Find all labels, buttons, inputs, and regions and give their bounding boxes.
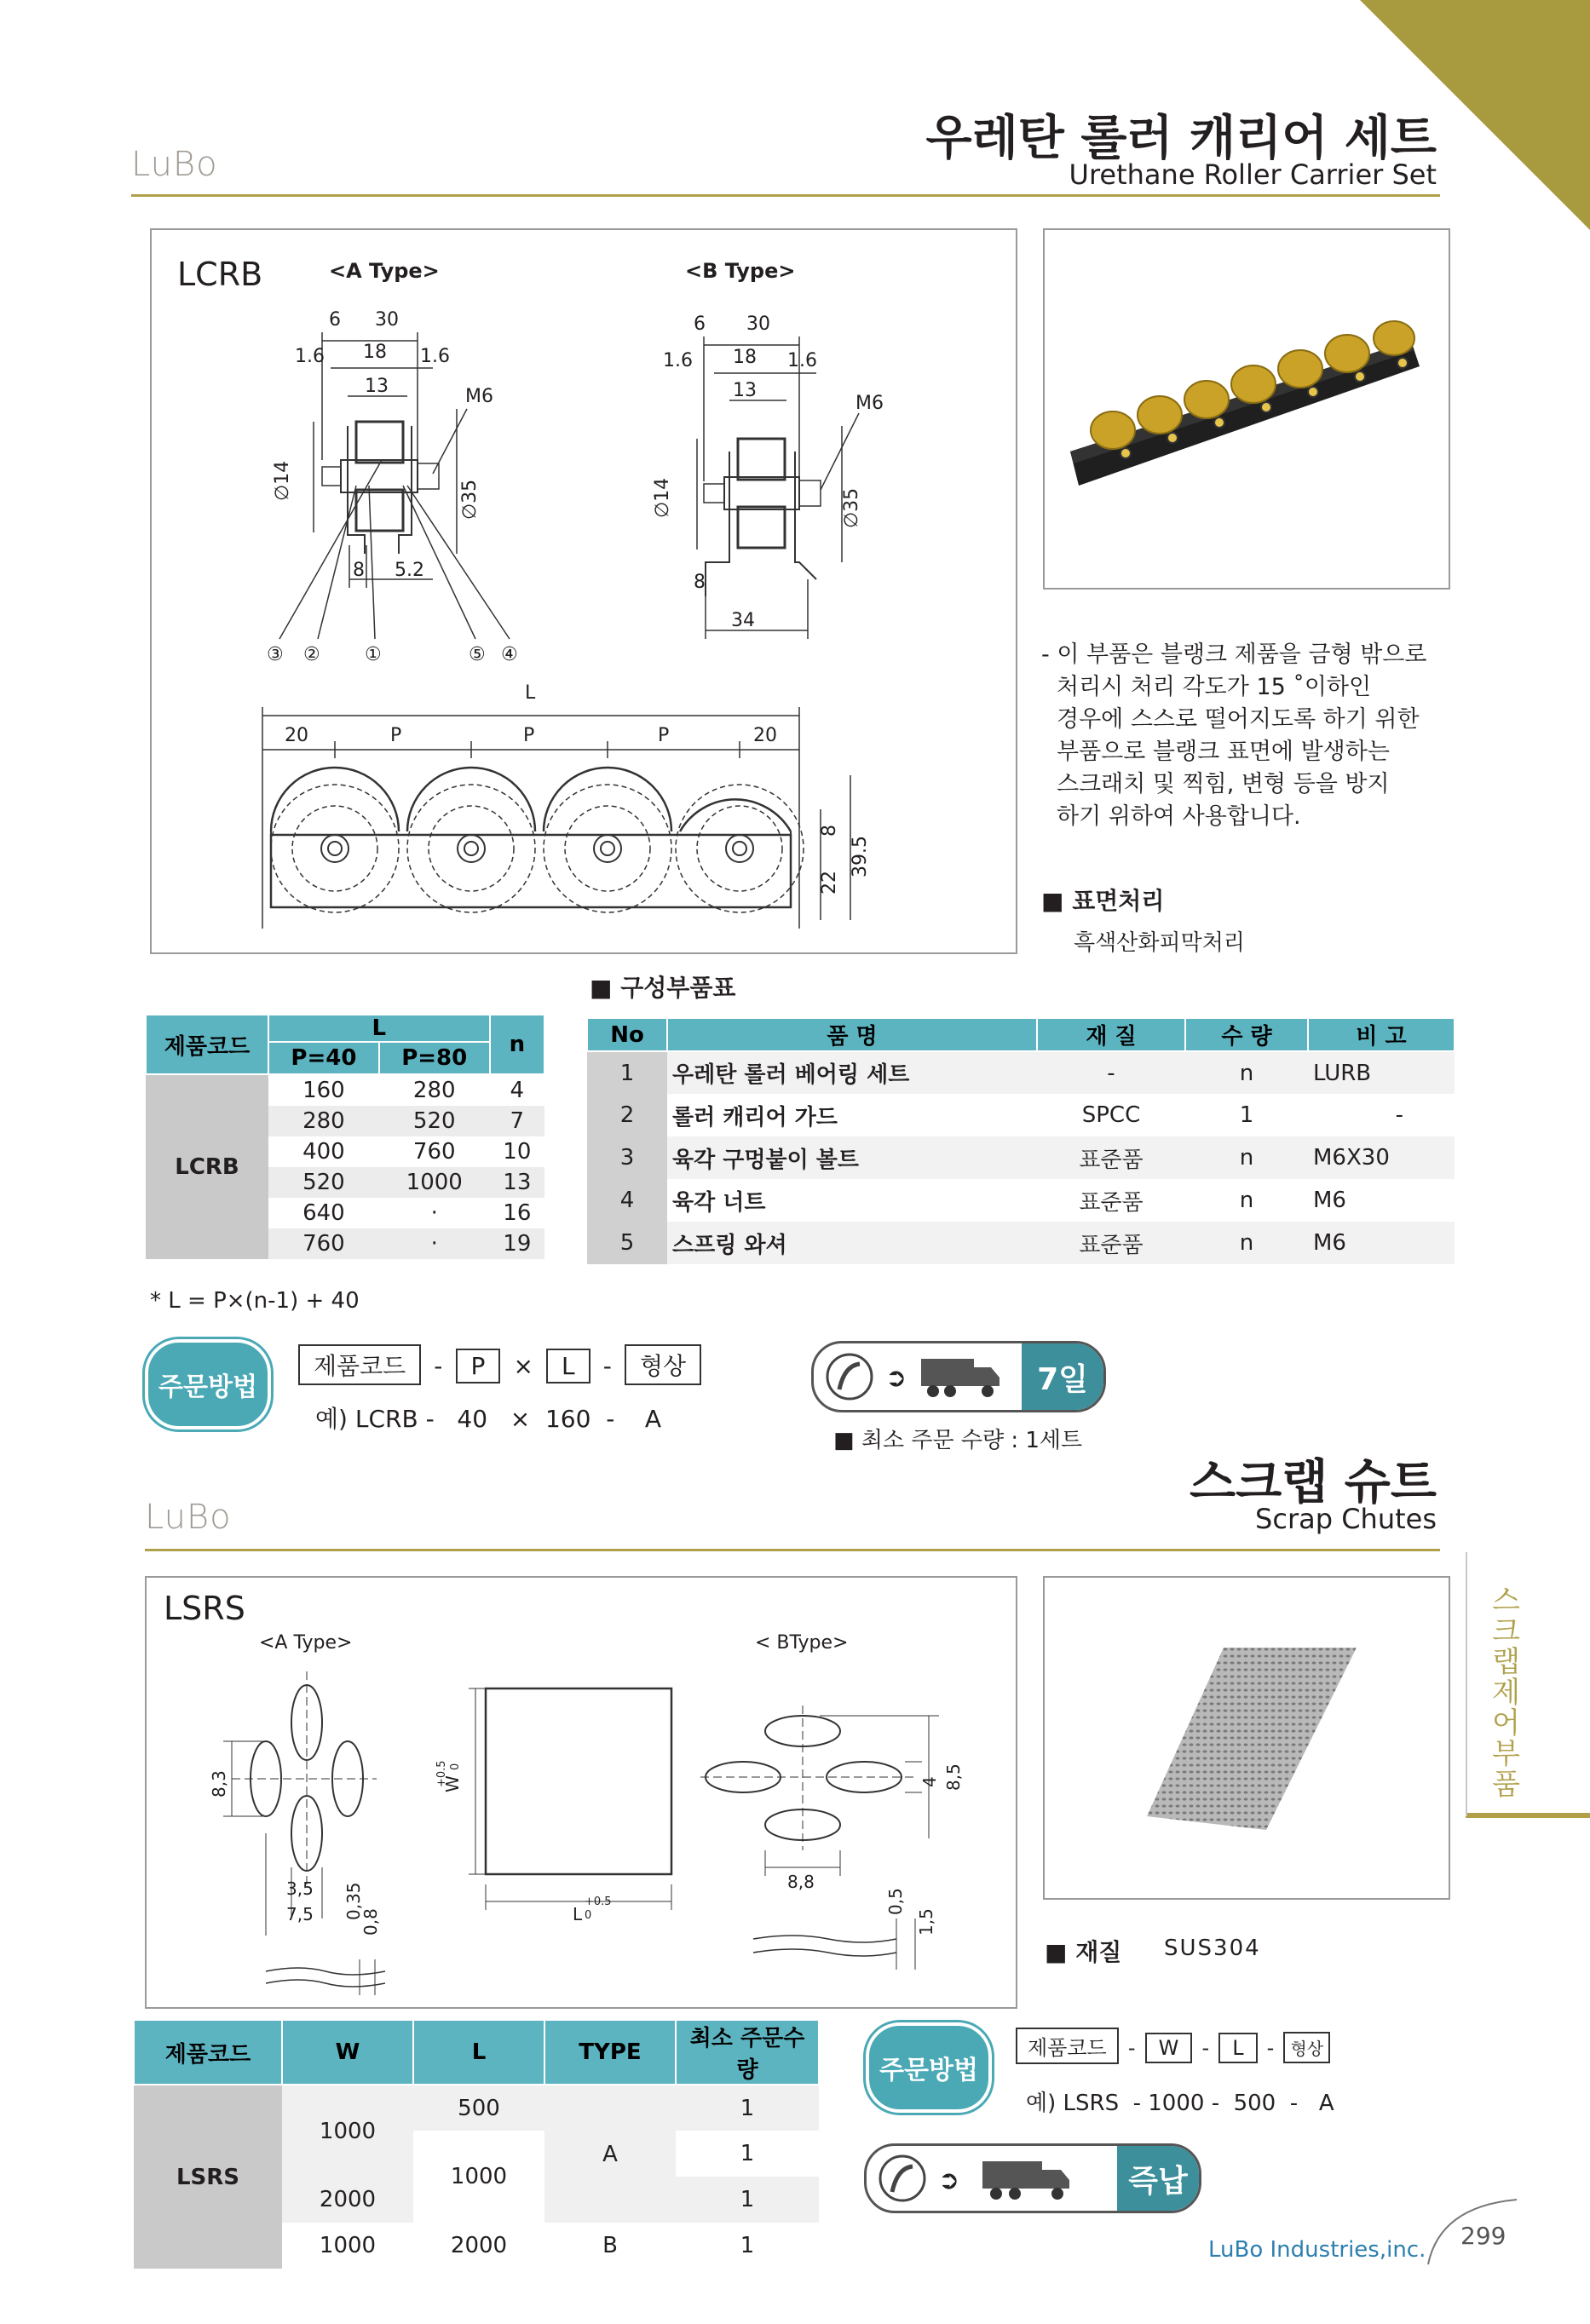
dim-L: L — [525, 682, 536, 704]
size-table-header-p80: P=80 — [379, 1042, 490, 1074]
size-cell: 160 — [302, 1078, 345, 1103]
chute-cell: B — [602, 2233, 618, 2258]
dim-7-5: 7,5 — [286, 1904, 314, 1924]
chute-cell: 1 — [676, 2177, 819, 2223]
size-cell: 760 — [412, 1139, 456, 1165]
dim-18-b: 18 — [733, 347, 757, 368]
size-cell: · — [379, 1228, 490, 1259]
order-sep: - — [434, 1352, 443, 1380]
chute-cell: 1 — [740, 2233, 755, 2258]
size-cell: 16 — [503, 1200, 532, 1226]
note-line-2: 처리시 처리 각도가 15 ˚이하인 — [1057, 674, 1372, 700]
parts-cell: 5 — [587, 1222, 667, 1264]
chute-cell: 1000 — [319, 2233, 377, 2258]
b-type-label: <B Type> — [685, 259, 796, 283]
chute-cell: A — [544, 2085, 676, 2223]
dim-1-6b-b: 1.6 — [787, 350, 817, 371]
size-table-header-p40: P=40 — [268, 1042, 379, 1074]
chute-cell: 1000 — [282, 2085, 413, 2177]
parts-table — [586, 1017, 1455, 1264]
size-cell: 520 — [379, 1106, 490, 1136]
order-example-2: 예) LSRS - 1000 - 500 - A — [1026, 2091, 1334, 2116]
svg-text:➲: ➲ — [885, 1363, 907, 1393]
dim-phi14-a: ∅14 — [272, 460, 293, 501]
callout-2: ② — [303, 644, 320, 665]
dim-13-a: 13 — [365, 376, 389, 397]
dim-1-6a-a: 1.6 — [295, 346, 325, 367]
chute-a-type-label: <A Type> — [259, 1632, 353, 1654]
dim-0-8: 0,8 — [360, 1908, 381, 1936]
chute-code: LSRS — [134, 2085, 282, 2269]
delivery-days-2: 즉납 — [1117, 2146, 1199, 2211]
min-order-note: ■ 최소 주문 수량 : 1세트 — [833, 1428, 1083, 1453]
size-table-header-n: n — [490, 1015, 544, 1074]
note-line-3: 경우에 스스로 떨어지도록 하기 위한 — [1057, 706, 1420, 733]
section2-title: 스크랩 슈트 — [1190, 1455, 1437, 1510]
chute-cell: 2000 — [282, 2177, 413, 2223]
size-cell: 760 — [268, 1228, 379, 1259]
parts-header-note: 비 고 — [1308, 1018, 1455, 1051]
chute-photo — [1045, 1578, 1449, 1898]
material-heading: ■ 재질 — [1045, 1938, 1122, 1966]
order-example: 예) LCRB - 40 × 160 - A — [315, 1405, 662, 1433]
order-field-shape: 형상 — [625, 1344, 701, 1385]
order-sep-2: - — [1201, 2036, 1210, 2060]
dim-30-a: 30 — [375, 309, 399, 331]
mesh-sheet — [1147, 1648, 1357, 1830]
dim-phi35-b: ∅35 — [841, 487, 862, 528]
dim-0-5: 0,5 — [885, 1888, 906, 1915]
page-title: 우레탄 롤러 캐리어 세트 — [925, 111, 1437, 166]
parts-cell: 1 — [587, 1051, 667, 1094]
parts-cell: M6 — [1308, 1222, 1455, 1264]
parts-cell: - — [1395, 1102, 1403, 1128]
material-value: SUS304 — [1164, 1936, 1261, 1961]
dim-5-2-a: 5.2 — [395, 560, 424, 581]
brand-logo-2: LuBo — [145, 1498, 232, 1537]
chute-drawing — [147, 1578, 1016, 2007]
parts-cell: LURB — [1308, 1051, 1455, 1094]
chute-header-l: L — [413, 2020, 544, 2085]
dim-6-b: 6 — [694, 314, 706, 335]
chute-cell: 1000 — [450, 2164, 508, 2189]
chute-header-w: W — [282, 2020, 413, 2085]
size-table — [145, 1014, 545, 1259]
callout-5: ⑤ — [469, 644, 486, 665]
dim-w: W — [442, 1775, 463, 1792]
chute-header-min: 최소 주문수량 — [676, 2020, 819, 2085]
page-number: 299 — [1460, 2222, 1506, 2250]
order-sep-2: - — [1266, 2036, 1275, 2060]
parts-cell: 표준품 — [1037, 1222, 1185, 1264]
notes-block — [1041, 639, 1450, 833]
dim-phi14-b: ∅14 — [652, 477, 673, 518]
technical-drawing — [152, 230, 1016, 952]
size-cell: 19 — [490, 1228, 544, 1259]
dim-20-right: 20 — [753, 725, 777, 746]
dim-p3: P — [658, 725, 670, 746]
note-line-4: 부품으로 블랭크 표면에 발생하는 — [1057, 739, 1390, 765]
chute-header-code: 제품코드 — [134, 2020, 282, 2085]
product-photo-panel — [1043, 228, 1450, 590]
parts-cell: M6X30 — [1308, 1136, 1455, 1179]
product-code-label: LCRB — [177, 256, 263, 293]
note-line-6: 하기 위하여 사용합니다. — [1057, 803, 1301, 830]
drawing-panel — [150, 228, 1017, 954]
dim-34-b: 34 — [731, 610, 755, 631]
parts-cell: 롤러 캐리어 가드 — [672, 1104, 838, 1130]
dim-m6-b: M6 — [855, 393, 884, 414]
order-format-2 — [1016, 2028, 1330, 2064]
dim-p1: P — [390, 725, 402, 746]
order-field-shape-2: 형상 — [1283, 2032, 1330, 2063]
parts-header-name: 품 명 — [667, 1018, 1037, 1051]
order-method-badge-2: 주문방법 — [866, 2022, 992, 2113]
delivery-badge — [811, 1341, 1106, 1412]
parts-cell: 3 — [587, 1136, 667, 1179]
chute-cell: 500 — [413, 2085, 544, 2131]
dim-phi35-a: ∅35 — [459, 479, 481, 520]
dim-18-a: 18 — [363, 342, 387, 363]
dim-39-5: 39.5 — [850, 836, 871, 877]
parts-cell: M6 — [1313, 1188, 1346, 1213]
size-table-header-L: L — [268, 1015, 490, 1042]
delivery-days: 7일 — [1022, 1343, 1103, 1410]
size-cell: 13 — [490, 1167, 544, 1198]
dim-1-6a-b: 1.6 — [663, 350, 693, 371]
chute-header-type: TYPE — [544, 2020, 676, 2085]
note-line-5: 스크래치 및 찍힘, 변형 등을 방지 — [1057, 771, 1390, 797]
dim-w-tol: +0.5 — [435, 1760, 448, 1787]
chute-drawing-panel — [145, 1576, 1017, 2009]
chute-cell: 2000 — [450, 2233, 508, 2258]
parts-cell: 2 — [587, 1094, 667, 1136]
order-field-code-2: 제품코드 — [1016, 2028, 1119, 2064]
dim-8-8: 8,8 — [787, 1872, 815, 1892]
dim-1-6b-a: 1.6 — [420, 346, 450, 367]
side-category-tab: 스크랩제어부품 — [1486, 1585, 1520, 1799]
chute-cell: 1 — [740, 2141, 755, 2166]
parts-cell: 우레탄 롤러 베어링 세트 — [667, 1051, 1037, 1094]
dim-6-a: 6 — [329, 309, 341, 331]
parts-cell: SPCC — [1081, 1102, 1141, 1128]
surface-treatment-value: 흑색산화피막처리 — [1074, 930, 1245, 956]
header-rule — [131, 194, 1440, 197]
side-tab-divider — [1466, 1552, 1467, 1816]
section2-rule — [145, 1549, 1440, 1551]
dim-l-tol: +0.5 — [585, 1895, 612, 1908]
order-field-l: L — [546, 1349, 590, 1383]
svg-text:➲: ➲ — [938, 2166, 960, 2195]
parts-header-material: 재 질 — [1037, 1018, 1185, 1051]
parts-cell: 표준품 — [1079, 1189, 1144, 1216]
order-field-code: 제품코드 — [298, 1344, 421, 1385]
order-format — [298, 1344, 701, 1385]
dim-l: L — [573, 1904, 583, 1924]
parts-cell: n — [1185, 1222, 1308, 1264]
dim-w-tol0: 0 — [449, 1763, 462, 1770]
callout-4: ④ — [501, 644, 518, 665]
length-formula: * L = P×(n-1) + 40 — [150, 1288, 360, 1314]
order-sep: × — [513, 1352, 533, 1380]
note-line-1: - 이 부품은 블랭크 제품을 금형 밖으로 — [1041, 641, 1427, 668]
size-cell: 280 — [268, 1106, 379, 1136]
chute-table — [133, 2019, 820, 2269]
dim-4: 4 — [919, 1776, 940, 1787]
a-type-label: <A Type> — [329, 259, 440, 283]
size-cell: 10 — [503, 1139, 532, 1165]
order-field-l-2: L — [1218, 2033, 1257, 2063]
size-cell: 640 — [302, 1200, 345, 1226]
size-cell: 1000 — [379, 1167, 490, 1198]
order-sep: - — [602, 1352, 612, 1380]
size-table-code: LCRB — [146, 1074, 268, 1259]
section2-subtitle: Scrap Chutes — [1255, 1503, 1437, 1535]
surface-treatment-heading: ■ 표면처리 — [1041, 887, 1165, 915]
dim-8-b: 8 — [694, 572, 706, 593]
parts-table-heading: ■ 구성부품표 — [590, 974, 736, 1002]
side-tab-rule — [1466, 1813, 1590, 1818]
dim-1-5: 1,5 — [916, 1908, 936, 1936]
parts-cell: n — [1185, 1136, 1308, 1179]
dim-l-tol0: 0 — [585, 1909, 592, 1922]
dim-0-35: 0,35 — [343, 1882, 364, 1920]
dim-8-a: 8 — [353, 560, 365, 581]
parts-header-qty: 수 량 — [1185, 1018, 1308, 1051]
parts-cell: n — [1239, 1188, 1254, 1213]
parts-cell: 스프링 와셔 — [667, 1222, 1037, 1264]
chute-photo-panel — [1043, 1576, 1450, 1900]
chute-code-label: LSRS — [164, 1590, 245, 1627]
parts-cell: 육각 너트 — [672, 1189, 766, 1216]
page-subtitle: Urethane Roller Carrier Set — [1069, 158, 1437, 191]
dim-3-5: 3,5 — [286, 1878, 314, 1899]
product-photo — [1045, 230, 1449, 588]
dim-20-left: 20 — [285, 725, 308, 746]
order-field-p: P — [456, 1349, 501, 1383]
chute-cell: 1 — [676, 2085, 819, 2131]
parts-cell: 4 — [587, 1179, 667, 1222]
dim-m6-a: M6 — [465, 386, 493, 407]
dim-p2: P — [523, 725, 535, 746]
size-cell: 7 — [490, 1106, 544, 1136]
phone-truck-icon — [821, 1349, 1017, 1405]
dim-8-3: 8,3 — [209, 1770, 229, 1798]
order-field-w-2: W — [1145, 2033, 1193, 2063]
brand-logo: LuBo — [131, 145, 218, 184]
parts-cell: 육각 구멍붙이 볼트 — [667, 1136, 1037, 1179]
callout-3: ③ — [267, 644, 284, 665]
parts-cell: 1 — [1239, 1102, 1254, 1128]
delivery-badge-2 — [864, 2143, 1201, 2213]
order-method-badge: 주문방법 — [145, 1339, 271, 1429]
callout-1: ① — [365, 644, 382, 665]
footer-company: LuBo Industries,inc. — [1208, 2237, 1426, 2263]
parts-header-no: No — [587, 1018, 667, 1051]
dim-13-b: 13 — [733, 380, 757, 401]
dim-8-5: 8,5 — [943, 1763, 964, 1791]
size-cell: 4 — [510, 1078, 525, 1103]
size-cell: · — [430, 1200, 438, 1226]
order-sep-2: - — [1127, 2036, 1136, 2060]
parts-cell: n — [1185, 1051, 1308, 1094]
parts-cell: - — [1037, 1051, 1185, 1094]
size-cell: 280 — [412, 1078, 456, 1103]
parts-cell: 표준품 — [1037, 1136, 1185, 1179]
size-cell: 400 — [302, 1139, 345, 1165]
size-table-header-code: 제품코드 — [146, 1015, 268, 1074]
chute-b-type-label: < BType> — [755, 1632, 849, 1654]
dim-8-vert: 8 — [819, 825, 840, 837]
dim-30-b: 30 — [746, 314, 770, 335]
phone-truck-icon-2 — [873, 2151, 1095, 2206]
dim-22: 22 — [819, 871, 840, 895]
size-cell: 520 — [268, 1167, 379, 1198]
